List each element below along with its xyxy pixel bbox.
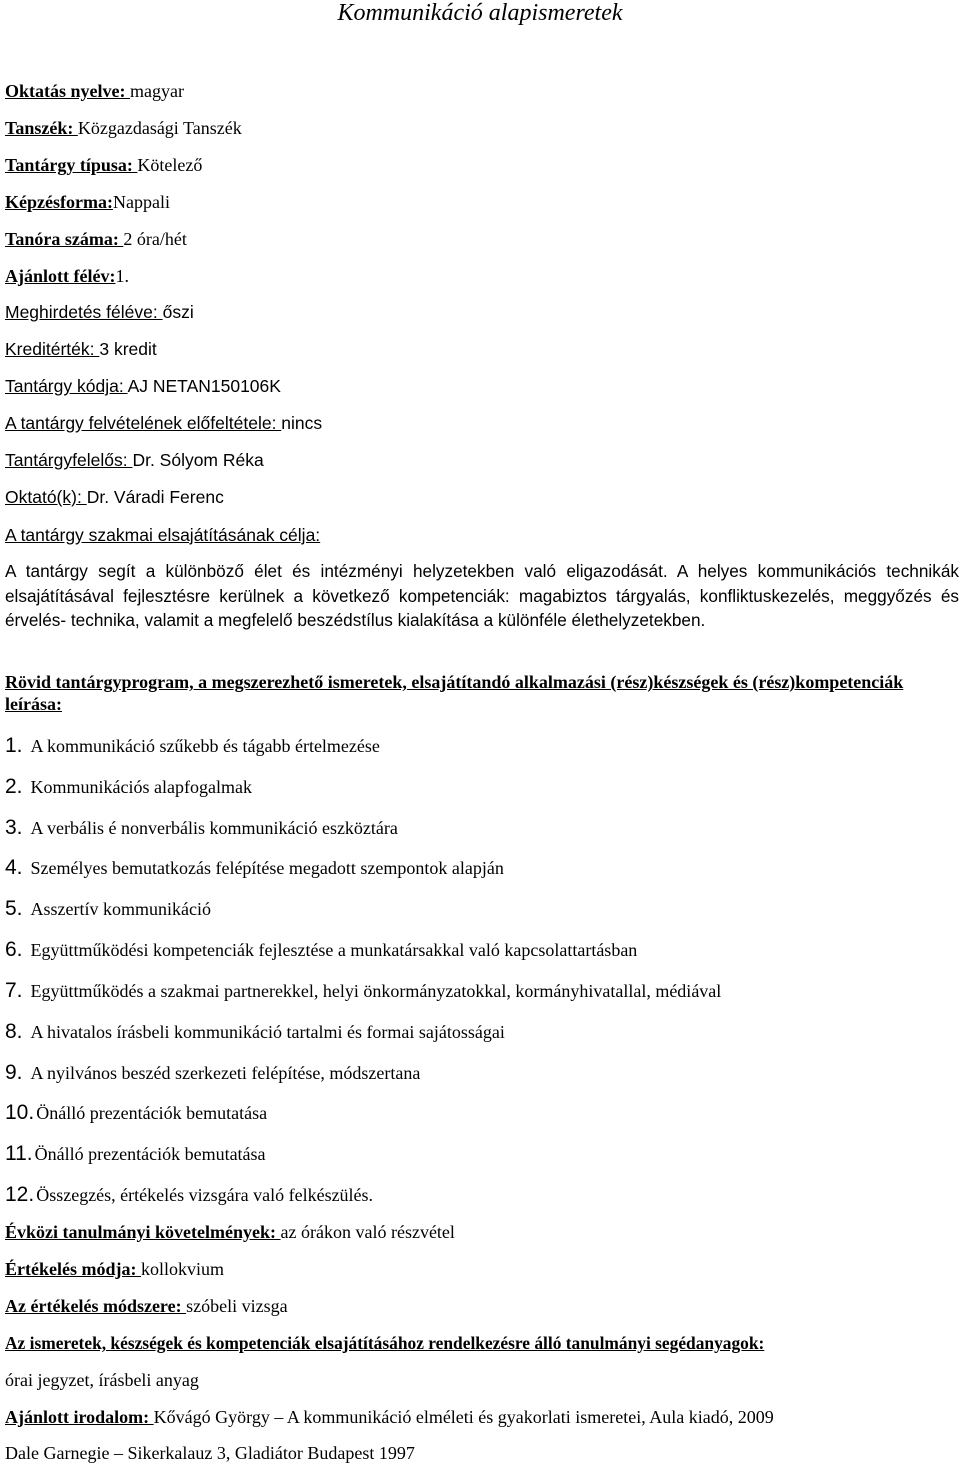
program-heading: Rövid tantárgyprogram, a megszerezhető ismeretek, elsajátítandó alkalmazási (rész)készségek és (rész)kompetenciák leírása: <box>5 672 904 714</box>
topic-text: Önálló prezentációk bemutatása <box>34 1144 266 1164</box>
field-credit <box>5 338 157 360</box>
field-value: magyar <box>130 81 184 101</box>
field-value: 1. <box>115 266 129 286</box>
field-label: Kreditérték: <box>5 339 100 359</box>
topic-number: 3. <box>5 816 23 839</box>
list-item <box>5 1183 373 1207</box>
list-item <box>5 1101 267 1125</box>
field-prerequisite <box>5 412 322 434</box>
list-item <box>5 734 380 758</box>
field-training-form <box>5 191 170 213</box>
topic-text: Kommunikációs alapfogalmak <box>30 777 252 797</box>
goal-heading: A tantárgy szakmai elsajátításának célja: <box>5 525 321 545</box>
field-label: Tantárgy kódja: <box>5 376 128 396</box>
field-instructor <box>5 486 224 508</box>
field-label: Tanszék: <box>5 118 78 138</box>
requirements-value: az órákon való részvétel <box>280 1222 455 1242</box>
evaluation-label: Értékelés módja: <box>5 1259 141 1279</box>
method-label: Az értékelés módszere: <box>5 1296 187 1316</box>
field-value: őszi <box>162 302 194 322</box>
field-label: Tanóra száma: <box>5 229 124 249</box>
field-hours <box>5 228 187 250</box>
field-department <box>5 117 242 139</box>
topic-number: 7. <box>5 979 23 1002</box>
literature-row <box>5 1406 774 1428</box>
topic-text: A verbális é nonverbális kommunikáció eszköztára <box>30 818 398 838</box>
topic-number: 11. <box>5 1142 33 1165</box>
field-value: 3 kredit <box>99 339 157 359</box>
list-item <box>5 1020 505 1044</box>
list-item <box>5 897 211 921</box>
topic-text: Asszertív kommunikáció <box>30 899 211 919</box>
field-value: Dr. Sólyom Réka <box>132 450 264 470</box>
topic-text: Személyes bemutatkozás felépítése megadott szempontok alapján <box>30 858 504 878</box>
topic-number: 1. <box>5 734 23 757</box>
field-course-type <box>5 154 202 176</box>
field-course-code <box>5 375 281 397</box>
page-title: Kommunikáció alapismeretek <box>337 0 623 26</box>
topic-number: 6. <box>5 938 23 961</box>
field-value: Kötelező <box>137 155 203 175</box>
list-item <box>5 1142 266 1166</box>
evaluation-row <box>5 1258 224 1280</box>
field-value: nincs <box>281 413 323 433</box>
topic-number: 2. <box>5 775 23 798</box>
field-semester <box>5 265 129 287</box>
list-item <box>5 979 721 1003</box>
list-item <box>5 816 398 840</box>
materials-label: Az ismeretek, készségek és kompetenciák elsajátításához rendelkezésre álló tanulmányi segédanyagok: <box>5 1333 765 1353</box>
list-item <box>5 938 637 962</box>
literature-item-1: Kővágó György – A kommunikáció elméleti és gyakorlati ismeretei, Aula kiadó, 2009 <box>153 1407 774 1427</box>
field-value: AJ NETAN150106K <box>127 376 281 396</box>
list-item <box>5 1061 420 1085</box>
field-label: Képzésforma: <box>5 192 113 212</box>
list-item <box>5 856 504 880</box>
field-value: Nappali <box>112 192 170 212</box>
materials-heading <box>5 1332 764 1354</box>
topic-text: Együttműködési kompetenciák fejlesztése a munkatársakkal való kapcsolattartásban <box>30 940 638 960</box>
field-label: Oktató(k): <box>5 487 87 507</box>
method-row <box>5 1295 288 1317</box>
topic-number: 10. <box>5 1101 35 1124</box>
field-announcement <box>5 301 194 323</box>
field-responsible <box>5 449 264 471</box>
topic-text: A hivatalos írásbeli kommunikáció tartalmi és formai sajátosságai <box>30 1022 505 1042</box>
field-value: 2 óra/hét <box>123 229 187 249</box>
requirements-label: Évközi tanulmányi követelmények: <box>5 1222 281 1242</box>
field-language <box>5 80 184 102</box>
requirements-row <box>5 1221 455 1243</box>
literature-label: Ajánlott irodalom: <box>5 1407 154 1427</box>
field-value: Közgazdasági Tanszék <box>77 118 242 138</box>
field-value: Dr. Váradi Ferenc <box>86 487 224 507</box>
list-item <box>5 775 252 799</box>
topic-number: 12. <box>5 1183 35 1206</box>
topic-number: 9. <box>5 1061 23 1084</box>
topic-text: A kommunikáció szűkebb és tágabb értelmezése <box>30 736 380 756</box>
materials-text: órai jegyzet, írásbeli anyag <box>5 1370 199 1390</box>
method-value: szóbeli vizsga <box>186 1296 288 1316</box>
literature-item-2: Dale Garnegie – Sikerkalauz 3, Gladiátor Budapest 1997 <box>5 1443 415 1463</box>
field-label: Ajánlott félév: <box>5 266 116 286</box>
topic-text: Összegzés, értékelés vizsgára való felkészülés. <box>36 1185 374 1205</box>
topic-number: 4. <box>5 856 23 879</box>
field-label: Oktatás nyelve: <box>5 81 130 101</box>
field-label: Tantárgy típusa: <box>5 155 138 175</box>
topic-text: Együttműködés a szakmai partnerekkel, helyi önkormányzatokkal, kormányhivatallal, médiával <box>30 981 722 1001</box>
topic-number: 8. <box>5 1020 23 1043</box>
field-label: Meghirdetés féléve: <box>5 302 163 322</box>
evaluation-value: kollokvium <box>140 1259 224 1279</box>
topic-number: 5. <box>5 897 23 920</box>
field-label: A tantárgy felvételének előfeltétele: <box>5 413 282 433</box>
field-label: Tantárgyfelelős: <box>5 450 133 470</box>
goal-text: A tantárgy segít a különböző élet és intézményi helyzetekben való eligazodását. A helyes kommunikációs technikák elsajátításával fejlesztésre kerülnek a következő kompetenciák: magabiztos tárgyalás, konfliktuskezelés, meggyőzés és érvelés- technika, valamit a megfelelő beszédstílus kialakítása a különféle élethelyzetekben. <box>5 561 959 630</box>
topic-text: A nyilvános beszéd szerkezeti felépítése, módszertana <box>30 1063 421 1083</box>
topic-text: Önálló prezentációk bemutatása <box>36 1103 268 1123</box>
